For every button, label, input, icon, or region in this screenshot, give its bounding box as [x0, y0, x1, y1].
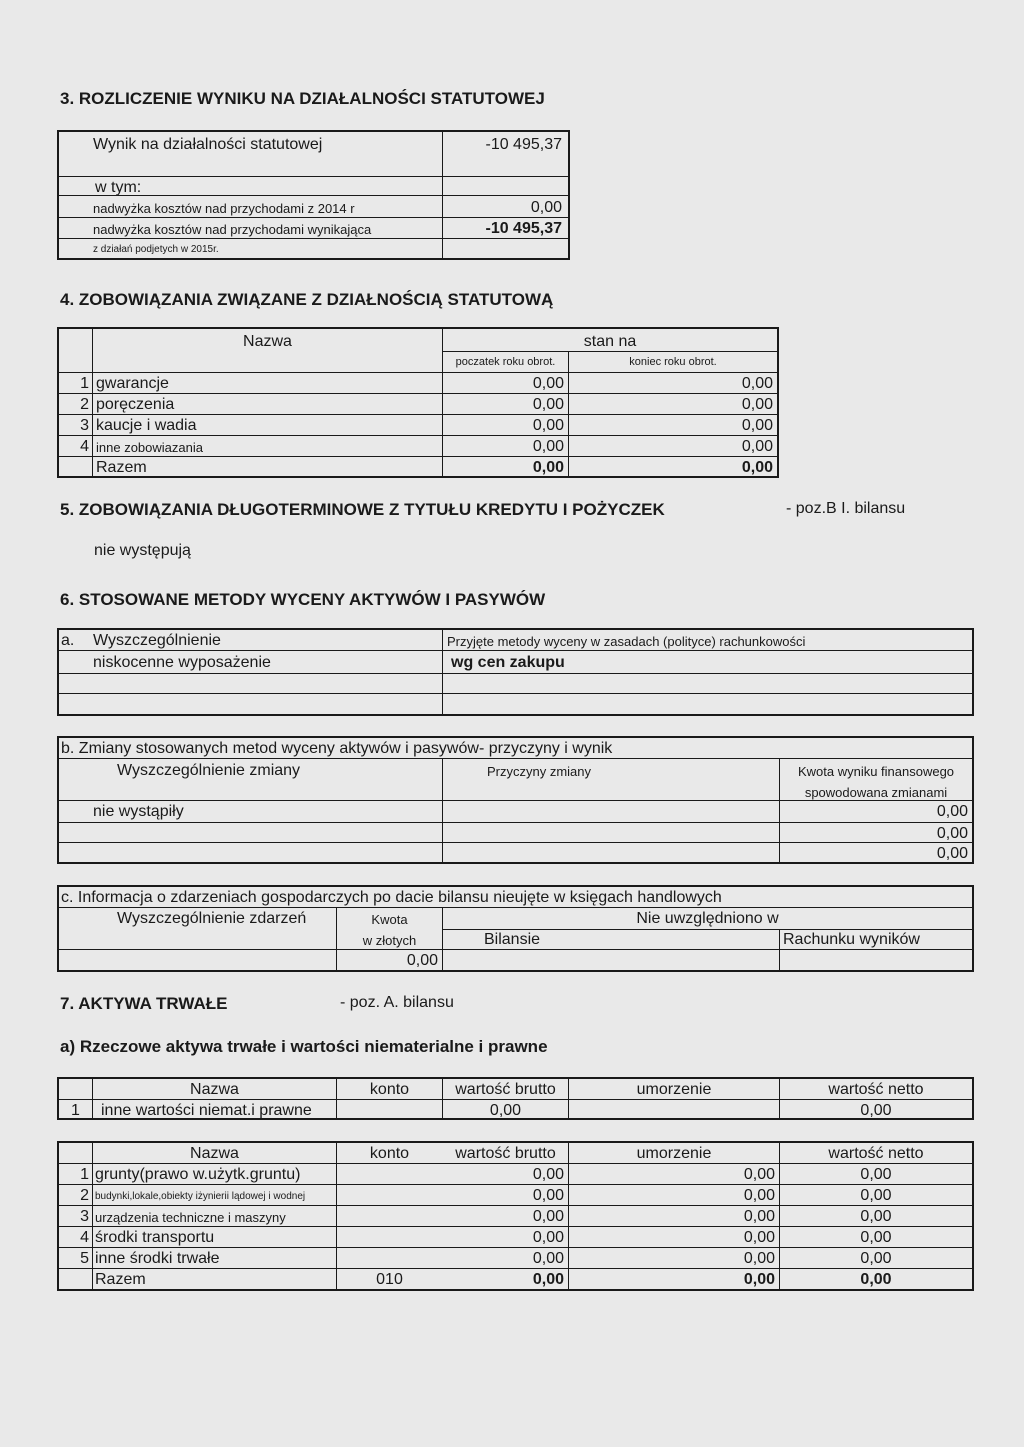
divider — [59, 456, 777, 457]
col-balance-header: Bilansie — [484, 931, 541, 948]
section-b-title: b. Zmiany stosowanych metod wyceny aktywów i pasywów- przyczyny i wynik — [61, 740, 613, 757]
divider — [442, 929, 972, 930]
total-depreciation: 0,00 — [743, 1271, 775, 1288]
col-net-header: wartość netto — [828, 1081, 924, 1098]
divider — [59, 176, 568, 177]
row-name: środki transportu — [95, 1229, 215, 1246]
divider — [59, 217, 568, 218]
row-name: urządzenia techniczne i maszyny — [95, 1210, 286, 1225]
row-end-value: 0,00 — [741, 375, 773, 392]
divider — [59, 372, 777, 373]
divider — [59, 907, 972, 908]
col-account-header: konto — [369, 1145, 410, 1162]
row-gross: 0,00 — [532, 1187, 564, 1204]
row-number: 3 — [80, 417, 89, 434]
row-gross: 0,00 — [532, 1250, 564, 1267]
row-name: grunty(prawo w.użytk.gruntu) — [95, 1166, 301, 1183]
divider — [59, 1099, 972, 1100]
col-specification-header: Wyszczególnienie — [93, 632, 221, 649]
col-income-statement-header: Rachunku wyników — [783, 931, 920, 948]
col-not-included-header: Nie uwzględniono w — [636, 910, 779, 927]
col-amount-header-line2: spowodowana zmianami — [804, 785, 948, 800]
row-amount: 0,00 — [936, 803, 968, 820]
row-name: budynki,lokale,obiekty iżynierii lądowej i wodnej — [95, 1191, 306, 1202]
divider — [59, 1184, 972, 1185]
row-number: 3 — [80, 1208, 89, 1225]
row-number: 1 — [71, 1102, 80, 1119]
post-balance-events-table — [57, 885, 974, 972]
row-number: 4 — [80, 1229, 89, 1246]
line2-continuation: z działań podjetych w 2015r. — [93, 244, 219, 255]
divider — [59, 949, 972, 950]
col-gross-header: wartość brutto — [455, 1145, 556, 1162]
section-5-note: nie występują — [94, 542, 191, 559]
result-table — [57, 130, 570, 260]
valuation-methods-table — [57, 628, 974, 716]
row-name: gwarancje — [96, 375, 169, 392]
total-label: Razem — [95, 1271, 146, 1288]
method-changes-table — [57, 736, 974, 864]
row-end-value: 0,00 — [741, 438, 773, 455]
divider — [59, 800, 972, 801]
row-label: nie wystąpiły — [93, 803, 184, 820]
row-net: 0,00 — [860, 1208, 892, 1225]
col-events-header: Wyszczególnienie zdarzeń — [117, 910, 307, 927]
row-number: 1 — [80, 375, 89, 392]
intangible-assets-table — [57, 1077, 974, 1120]
col-end-header: koniec roku obrot. — [629, 356, 717, 368]
divider — [59, 758, 972, 759]
row-gross: 0,00 — [532, 1229, 564, 1246]
col-change-header: Wyszczególnienie zmiany — [117, 762, 301, 779]
total-gross: 0,00 — [532, 1271, 564, 1288]
section-5-reference: - poz.B I. bilansu — [786, 500, 906, 517]
row-net: 0,00 — [860, 1250, 892, 1267]
line1-label: nadwyżka kosztów nad przychodami z 2014 r — [93, 201, 355, 216]
col-methods-header: Przyjęte metody wyceny w zasadach (polityce) rachunkowości — [447, 634, 806, 649]
row-amount: 0,00 — [936, 825, 968, 842]
row-gross: 0,00 — [532, 1208, 564, 1225]
row-method: wg cen zakupu — [451, 654, 565, 671]
row-number: 4 — [80, 438, 89, 455]
col-depreciation-header: umorzenie — [636, 1145, 712, 1162]
divider — [59, 238, 568, 239]
row-depreciation: 0,00 — [743, 1166, 775, 1183]
row-number: 2 — [80, 396, 89, 413]
row-name: inne zobowiazania — [96, 440, 203, 455]
col-reasons-header: Przyczyny zmiany — [487, 764, 592, 779]
total-start-value: 0,00 — [532, 459, 564, 476]
col-net-header: wartość netto — [828, 1145, 924, 1162]
col-gross-header: wartość brutto — [455, 1081, 556, 1098]
line2-label: nadwyżka kosztów nad przychodami wynikająca — [93, 222, 372, 237]
section-3-heading: 3. ROZLICZENIE WYNIKU NA DZIAŁALNOŚCI STATUTOWEJ — [60, 89, 545, 108]
row-net: 0,00 — [860, 1187, 892, 1204]
result-label: Wynik na działalności statutowej — [93, 136, 323, 153]
section-7-reference: - poz. A. bilansu — [340, 994, 454, 1011]
divider — [92, 329, 93, 476]
section-a-letter: a. — [61, 632, 75, 649]
section-7-heading: 7. AKTYWA TRWAŁE — [60, 994, 228, 1013]
divider — [59, 393, 777, 394]
divider — [59, 1205, 972, 1206]
fixed-assets-table — [57, 1141, 974, 1291]
section-4-heading: 4. ZOBOWIĄZANIA ZWIĄZANE Z DZIAŁNOŚCIĄ STATUTOWĄ — [60, 290, 554, 309]
col-name-header: Nazwa — [190, 1081, 239, 1098]
line1-value: 0,00 — [530, 199, 562, 216]
row-number: 5 — [80, 1250, 89, 1267]
row-gross: 0,00 — [489, 1102, 522, 1119]
divider — [59, 673, 972, 674]
col-amount-header: Kwota — [371, 912, 408, 927]
col-depreciation-header: umorzenie — [636, 1081, 712, 1098]
divider — [442, 758, 443, 862]
total-account: 010 — [376, 1271, 403, 1288]
divider — [442, 351, 777, 352]
row-depreciation: 0,00 — [743, 1229, 775, 1246]
divider — [59, 1268, 972, 1269]
divider — [59, 1247, 972, 1248]
liabilities-table — [57, 327, 779, 478]
divider — [59, 1163, 972, 1164]
divider — [59, 822, 972, 823]
col-start-header: poczatek roku obrot. — [455, 356, 556, 368]
total-end-value: 0,00 — [741, 459, 773, 476]
row-net: 0,00 — [860, 1102, 892, 1119]
of-which-label: w tym: — [95, 179, 142, 196]
row-number: 2 — [80, 1187, 89, 1204]
section-5-heading: 5. ZOBOWIĄZANIA DŁUGOTERMINOWE Z TYTUŁU KREDYTU I POŻYCZEK — [60, 500, 665, 519]
row-start-value: 0,00 — [532, 438, 564, 455]
row-net: 0,00 — [860, 1166, 892, 1183]
row-net: 0,00 — [860, 1229, 892, 1246]
row-name: kaucje i wadia — [96, 417, 197, 434]
divider — [59, 1226, 972, 1227]
row-name: inne wartości niemat.i prawne — [101, 1102, 312, 1119]
divider — [442, 630, 443, 714]
divider — [59, 693, 972, 694]
row-gross: 0,00 — [532, 1166, 564, 1183]
row-depreciation: 0,00 — [743, 1250, 775, 1267]
divider — [59, 435, 777, 436]
divider — [59, 650, 972, 651]
row-start-value: 0,00 — [532, 417, 564, 434]
subsection-a-heading: a) Rzeczowe aktywa trwałe i wartości niematerialne i prawne — [60, 1037, 548, 1056]
section-6-heading: 6. STOSOWANE METODY WYCENY AKTYWÓW I PASYWÓW — [60, 590, 546, 609]
divider — [59, 842, 972, 843]
col-amount-header-line1: Kwota wyniku finansowego — [797, 764, 955, 779]
col-account-header: konto — [369, 1081, 410, 1098]
row-end-value: 0,00 — [741, 417, 773, 434]
row-end-value: 0,00 — [741, 396, 773, 413]
total-label: Razem — [96, 459, 147, 476]
col-name-header: Nazwa — [190, 1145, 239, 1162]
row-depreciation: 0,00 — [743, 1187, 775, 1204]
row-amount: 0,00 — [406, 952, 438, 969]
row-start-value: 0,00 — [532, 396, 564, 413]
col-amount-unit: w złotych — [362, 933, 417, 948]
line2-value: -10 495,37 — [485, 220, 562, 237]
row-depreciation: 0,00 — [743, 1208, 775, 1225]
result-value: -10 495,37 — [485, 136, 562, 153]
row-name: inne środki trwałe — [95, 1250, 220, 1267]
col-stan-header: stan na — [583, 333, 637, 350]
section-c-title: c. Informacja o zdarzeniach gospodarczych po dacie bilansu nieujęte w księgach handlowych — [61, 889, 722, 906]
divider — [59, 414, 777, 415]
row-number: 1 — [80, 1166, 89, 1183]
row-label: niskocenne wyposażenie — [93, 654, 271, 671]
row-amount: 0,00 — [936, 845, 968, 862]
row-name: poręczenia — [96, 396, 175, 413]
row-start-value: 0,00 — [532, 375, 564, 392]
total-net: 0,00 — [860, 1271, 892, 1288]
col-name-header: Nazwa — [243, 333, 292, 350]
